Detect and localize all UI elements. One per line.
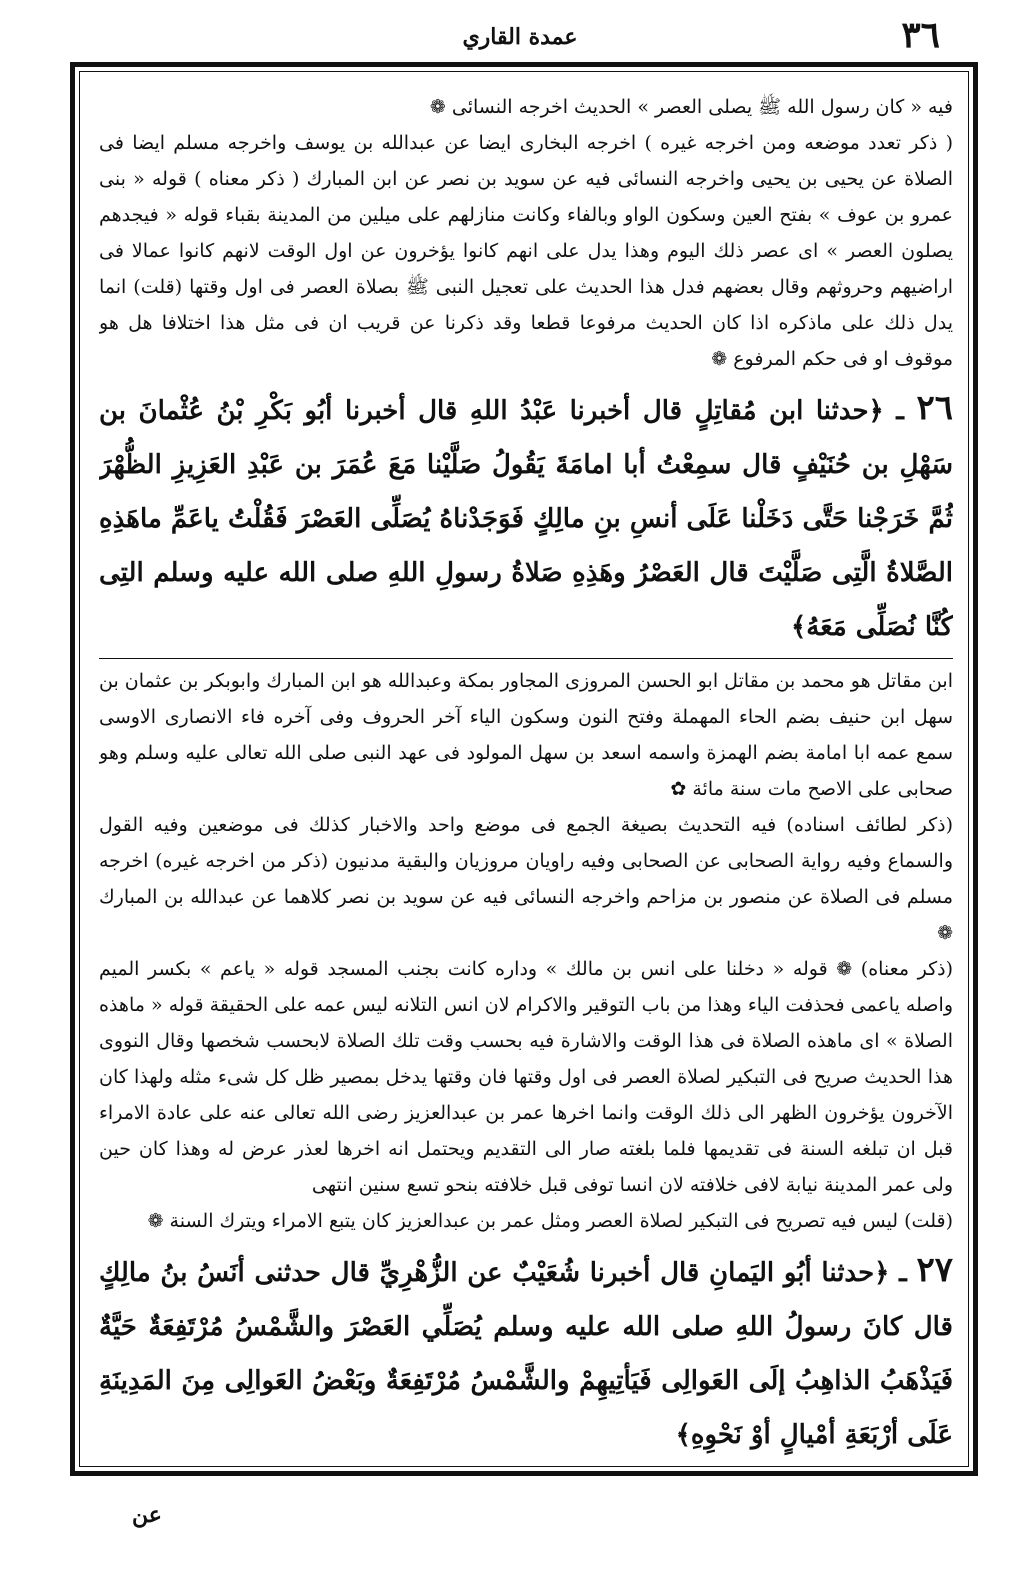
commentary-paragraph: (قلت) ليس فيه تصريح فى التبكير لصلاة العصر ومثل عمر بن عبدالعزيز كان يتبع الامراء ويترك السنة ❁ [147, 1210, 953, 1232]
hadith-text [99, 1243, 953, 1462]
running-title: عمدة القاري [462, 24, 578, 50]
page-number: ٣٦ [901, 14, 940, 56]
hadith-number: ٢٧ [916, 1250, 953, 1290]
commentary-paragraph: ابن مقاتل هو محمد بن مقاتل ابو الحسن المروزى المجاور بمكة وعبدالله هو ابن المبارك وابوبكر بن عثمان بن سهل ابن حنيف بضم الحاء المهملة وفتح النون وسكون الياء آخر الحروف وفى آخره فاء الانصارى الاوسى سمع عمه ابا امامة بضم الهمزة واسمه اسعد بن سهل المولود فى عهد النبى صلى الله تعالى عليه وسلم وهو صحابى على الاصح مات سنة مائة ✿ [99, 670, 953, 800]
page-body [99, 89, 953, 1465]
catchword: عن [132, 1502, 162, 1528]
section-divider [99, 658, 953, 659]
commentary-paragraph: (ذكر لطائف اسناده) فيه التحديث بصيغة الجمع فى موضع واحد والاخبار كذلك فى موضعين وفيه القول والسماع وفيه رواية الصحابى عن الصحابى وفيه راويان مروزيان والبقية مدنيون (ذكر من اخرجه غيره) اخرجه مسلم فى الصلاة عن منصور بن مزاحم واخرجه النسائى فيه عن سويد بن نصر كلاهما عن عبدالله بن المبارك ❁ [99, 814, 953, 944]
hadith-text [99, 381, 953, 654]
commentary-paragraph: ( ذكر تعدد موضعه ومن اخرجه غيره ) اخرجه البخارى ايضا عن عبدالله بن يوسف واخرجه مسلم ايضا فى الصلاة عن يحيى بن يحيى واخرجه النسائى فيه عن سويد بن نصر عن ابن المبارك ( ذكر معناه ) قوله « بنى عمرو بن عوف » بفتح العين وسكون الواو وبالفاء وكانت منازلهم على ميلين من المدينة بقباء قوله « فيجدهم يصلون العصر » اى عصر ذلك اليوم وهذا يدل على انهم كانوا يؤخرون عن اول الوقت لانهم كانوا عمالا فى اراضيهم وحروثهم وقال بعضهم فدل هذا الحديث على تعجيل النبى ﷺ بصلاة العصر فى اول وقتها (قلت) انما يدل ذلك على ماذكره اذا كان الحديث مرفوعا قطعا وقد ذكرنا عن قريب ان فى مثل هذا اختلافا هل هو موقوف او فى حكم المرفوع ❁ [99, 132, 953, 370]
commentary-paragraph: فيه « كان رسول الله ﷺ يصلى العصر » الحديث اخرجه النسائى ❁ [429, 96, 953, 118]
page-header [60, 14, 980, 58]
text-frame [70, 62, 978, 1476]
commentary-paragraph: (ذكر معناه) ❁ قوله « دخلنا على انس بن مالك » وداره كانت بجنب المسجد قوله « ياعم » بكسر الميم واصله ياعمى فحذفت الياء وهذا من باب التوقير والاكرام لان انس التلانه ليس عمه على الحقيقة قوله « ماهذه الصلاة » اى ماهذه الصلاة فى هذا الوقت والاشارة فيه بحسب وقت تلك الصلاة لابحسب شخصها وقال النووى هذا الحديث صريح فى التبكير لصلاة العصر فى اول وقتها فان وقتها يدخل بمصير ظل كل شىء مثله ولهذا كان الآخرون يؤخرون الظهر الى ذلك الوقت وانما اخرها عمر بن عبدالعزيز رضى الله تعالى عنه على عادة الامراء قبل ان تبلغه السنة فى تقديمها فلما بلغته صار الى التقديم ويحتمل انه اخرها لعذر عرض له وهذا كان حين ولى عمر المدينة نيابة لافى خلافته لان انسا توفى قبل خلافته بنحو تسع سنين انتهى [99, 958, 953, 1196]
hadith-body: ـ ﴿حدثنا أبُو اليَمانِ قال أخبرنا شُعَيْبٌ عن الزُّهْرِيِّ قال حدثنى أنَسُ بنُ مالِكٍ قال كانَ رسولُ اللهِ صلى الله عليه وسلم يُصَلِّي العَصْرَ والشَّمْسُ مُرْتَفِعَةٌ حَيَّةٌ فَيَذْهَبُ الذاهِبُ إلَى العَوالِى فَيَأتِيهِمْ والشَّمْسُ مُرْتَفِعَةٌ وبَعْضُ العَوالِى مِنَ المَدِينَةِ عَلَى أرْبَعَةِ أمْيالٍ أوْ نَحْوِهِ﴾ [99, 1258, 953, 1450]
hadith-number: ٢٦ [916, 388, 953, 428]
hadith-body: ـ ﴿حدثنا ابن مُقاتِلٍ قال أخبرنا عَبْدُ اللهِ قال أخبرنا أبُو بَكْرِ بْنُ عُثْمانَ بن سَهْلِ بن حُنَيْفٍ قال سمِعْتُ أبا امامَةَ يَقُولُ صَلَّيْنا مَعَ عُمَرَ بن عَبْدِ العَزِيزِ الظُّهْرَ ثُمَّ خَرَجْنا حَتَّى دَخَلْنا عَلَى أنسِ بنِ مالِكٍ فَوَجَدْناهُ يُصَلِّى العَصْرَ فَقُلْتُ ياعَمِّ ماهَذِهِ الصَّلاةُ الَّتِى صَلَّيْتَ قال العَصْرُ وهَذِهِ صَلاةُ رسولِ اللهِ صلى الله عليه وسلم التِى كُنَّا نُصَلِّى مَعَهُ﴾ [99, 396, 953, 642]
